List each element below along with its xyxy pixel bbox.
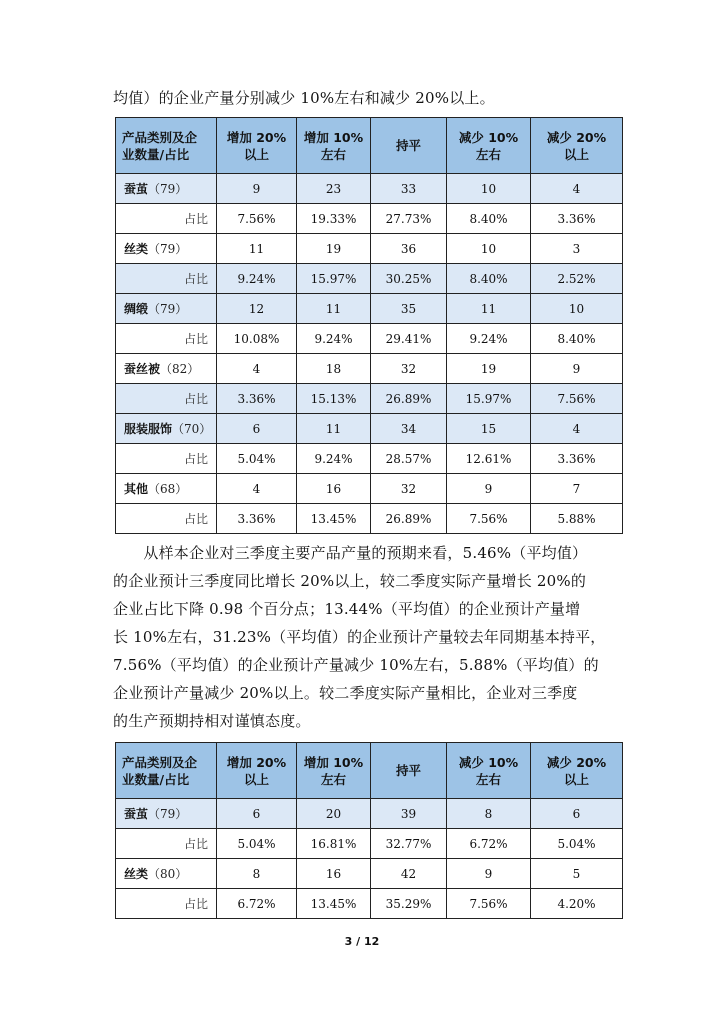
header-text: 持平 — [395, 763, 421, 778]
count-cell: 34 — [371, 414, 447, 444]
share-cell: 3.36% — [531, 204, 623, 234]
count-cell: 10 — [531, 294, 623, 324]
share-cell: 5.04% — [217, 829, 297, 859]
share-cell: 19.33% — [297, 204, 371, 234]
share-cell: 8.40% — [531, 324, 623, 354]
table-row — [116, 444, 623, 474]
header-text: 左右 — [320, 771, 346, 787]
count-cell: 18 — [297, 354, 371, 384]
count-cell: 39 — [371, 799, 447, 829]
table-row — [116, 859, 623, 889]
table-row — [116, 264, 623, 294]
share-cell: 7.56% — [531, 384, 623, 414]
column-header — [116, 743, 217, 799]
paragraph-line: 企业占比下降 0.98 个百分点；13.44%（平均值）的企业预计产量增 — [113, 600, 581, 618]
count-cell: 11 — [217, 234, 297, 264]
table-row — [116, 384, 623, 414]
category-name: 蚕茧 — [124, 182, 149, 196]
header-text: 增加 10% — [303, 754, 364, 770]
category-label — [116, 234, 217, 264]
count-cell: 16 — [297, 474, 371, 504]
share-cell: 8.40% — [447, 204, 531, 234]
category-label — [116, 414, 217, 444]
count-cell: 11 — [297, 294, 371, 324]
header-text: 减少 20% — [546, 754, 607, 770]
count-cell: 9 — [531, 354, 623, 384]
category-name: 丝类 — [124, 867, 149, 881]
count-cell: 23 — [297, 174, 371, 204]
count-cell: 20 — [297, 799, 371, 829]
column-header — [297, 118, 371, 174]
share-cell: 30.25% — [371, 264, 447, 294]
count-cell: 33 — [371, 174, 447, 204]
category-label — [116, 859, 217, 889]
share-cell: 12.61% — [447, 444, 531, 474]
count-cell: 35 — [371, 294, 447, 324]
category-count: （82） — [160, 362, 200, 376]
count-cell: 42 — [371, 859, 447, 889]
share-label: 占比 — [116, 384, 217, 414]
table-row — [116, 294, 623, 324]
share-cell: 8.40% — [447, 264, 531, 294]
count-cell: 4 — [531, 414, 623, 444]
share-cell: 7.56% — [447, 889, 531, 919]
table-row — [116, 889, 623, 919]
count-cell: 8 — [447, 799, 531, 829]
column-header — [371, 743, 447, 799]
share-cell: 15.97% — [297, 264, 371, 294]
share-cell: 9.24% — [447, 324, 531, 354]
table-row — [116, 204, 623, 234]
count-cell: 9 — [447, 859, 531, 889]
share-cell: 28.57% — [371, 444, 447, 474]
intro-line: 均值）的企业产量分别减少 10%左右和减少 20%以上。 — [113, 89, 495, 107]
share-cell: 6.72% — [217, 889, 297, 919]
table-row — [116, 474, 623, 504]
header-text: 持平 — [395, 138, 421, 153]
category-name: 蚕茧 — [124, 807, 149, 821]
category-name: 其他 — [124, 482, 149, 496]
paragraph-line: 长 10%左右，31.23%（平均值）的企业预计产量较去年同期基本持平， — [113, 628, 606, 646]
column-header — [297, 743, 371, 799]
count-cell: 6 — [531, 799, 623, 829]
column-header — [531, 743, 623, 799]
category-label — [116, 474, 217, 504]
count-cell: 16 — [297, 859, 371, 889]
share-cell: 5.04% — [217, 444, 297, 474]
count-cell: 9 — [217, 174, 297, 204]
table-row — [116, 414, 623, 444]
count-cell: 32 — [371, 354, 447, 384]
header-text: 以上 — [243, 146, 269, 162]
count-cell: 3 — [531, 234, 623, 264]
header-text: 产品类别及企 — [122, 754, 198, 770]
header-text: 以上 — [563, 771, 589, 787]
count-cell: 6 — [217, 799, 297, 829]
column-header — [217, 118, 297, 174]
count-cell: 8 — [217, 859, 297, 889]
table-row — [116, 324, 623, 354]
share-cell: 13.45% — [297, 889, 371, 919]
category-name: 服装服饰 — [124, 422, 173, 436]
category-count: （79） — [148, 182, 188, 196]
header-text: 减少 10% — [458, 129, 519, 145]
header-text: 增加 20% — [226, 129, 287, 145]
share-label: 占比 — [116, 204, 217, 234]
category-label — [116, 294, 217, 324]
paragraph-line: 的生产预期持相对谨慎态度。 — [113, 712, 311, 730]
header-text: 减少 20% — [546, 129, 607, 145]
share-label: 占比 — [116, 504, 217, 534]
count-cell: 5 — [531, 859, 623, 889]
share-cell: 16.81% — [297, 829, 371, 859]
share-cell: 26.89% — [371, 384, 447, 414]
share-cell: 10.08% — [217, 324, 297, 354]
category-label — [116, 174, 217, 204]
header-text: 增加 10% — [303, 129, 364, 145]
share-cell: 32.77% — [371, 829, 447, 859]
share-cell: 7.56% — [217, 204, 297, 234]
share-cell: 35.29% — [371, 889, 447, 919]
share-cell: 4.20% — [531, 889, 623, 919]
header-text: 增加 20% — [226, 754, 287, 770]
header-text: 以上 — [243, 771, 269, 787]
count-cell: 32 — [371, 474, 447, 504]
share-label: 占比 — [116, 829, 217, 859]
category-name: 丝类 — [124, 242, 149, 256]
count-cell: 19 — [297, 234, 371, 264]
category-label — [116, 354, 217, 384]
count-cell: 10 — [447, 234, 531, 264]
header-text: 业数量/占比 — [122, 146, 190, 162]
header-text: 以上 — [563, 146, 589, 162]
count-cell: 12 — [217, 294, 297, 324]
share-cell: 26.89% — [371, 504, 447, 534]
count-cell: 4 — [531, 174, 623, 204]
count-cell: 36 — [371, 234, 447, 264]
count-cell: 11 — [447, 294, 531, 324]
share-cell: 5.88% — [531, 504, 623, 534]
category-name: 绸缎 — [124, 302, 149, 316]
share-cell: 7.56% — [447, 504, 531, 534]
column-header — [447, 743, 531, 799]
share-cell: 9.24% — [217, 264, 297, 294]
table-row — [116, 829, 623, 859]
count-cell: 19 — [447, 354, 531, 384]
table-header-row — [116, 118, 623, 174]
expectation-table-1 — [115, 117, 623, 534]
column-header — [371, 118, 447, 174]
table-row — [116, 174, 623, 204]
share-cell: 9.24% — [297, 324, 371, 354]
category-label — [116, 799, 217, 829]
share-cell: 3.36% — [217, 504, 297, 534]
header-text: 左右 — [475, 146, 501, 162]
paragraph-line: 从样本企业对三季度主要产品产量的预期来看，5.46%（平均值） — [113, 544, 588, 562]
expectation-table-2 — [115, 742, 623, 919]
share-cell: 15.13% — [297, 384, 371, 414]
share-cell: 3.36% — [217, 384, 297, 414]
share-cell: 13.45% — [297, 504, 371, 534]
column-header — [447, 118, 531, 174]
count-cell: 4 — [217, 474, 297, 504]
category-count: （80） — [148, 867, 188, 881]
count-cell: 6 — [217, 414, 297, 444]
table-row — [116, 234, 623, 264]
category-count: （79） — [148, 302, 188, 316]
table-row — [116, 504, 623, 534]
paragraph-line: 企业预计产量减少 20%以上。较二季度实际产量相比，企业对三季度 — [113, 684, 578, 702]
header-text: 左右 — [320, 146, 346, 162]
paragraph-line: 7.56%（平均值）的企业预计产量减少 10%左右，5.88%（平均值）的 — [113, 656, 599, 674]
share-cell: 9.24% — [297, 444, 371, 474]
category-count: （68） — [148, 482, 188, 496]
header-text: 业数量/占比 — [122, 771, 190, 787]
column-header — [531, 118, 623, 174]
count-cell: 7 — [531, 474, 623, 504]
page-number: 3 / 12 — [344, 935, 380, 948]
category-count: （79） — [148, 242, 188, 256]
category-count: （70） — [172, 422, 212, 436]
share-cell: 5.04% — [531, 829, 623, 859]
count-cell: 9 — [447, 474, 531, 504]
column-header — [217, 743, 297, 799]
count-cell: 15 — [447, 414, 531, 444]
table-row — [116, 799, 623, 829]
share-cell: 15.97% — [447, 384, 531, 414]
share-cell: 27.73% — [371, 204, 447, 234]
header-text: 左右 — [475, 771, 501, 787]
category-count: （79） — [148, 807, 188, 821]
table-row — [116, 354, 623, 384]
share-cell: 6.72% — [447, 829, 531, 859]
count-cell: 10 — [447, 174, 531, 204]
column-header — [116, 118, 217, 174]
count-cell: 11 — [297, 414, 371, 444]
share-cell: 29.41% — [371, 324, 447, 354]
header-text: 产品类别及企 — [122, 129, 198, 145]
category-name: 蚕丝被 — [124, 362, 161, 376]
share-label: 占比 — [116, 444, 217, 474]
header-text: 减少 10% — [458, 754, 519, 770]
share-label: 占比 — [116, 264, 217, 294]
paragraph-line: 的企业预计三季度同比增长 20%以上，较二季度实际产量增长 20%的 — [113, 572, 587, 590]
share-label: 占比 — [116, 889, 217, 919]
share-cell: 3.36% — [531, 444, 623, 474]
share-label: 占比 — [116, 324, 217, 354]
table-header-row — [116, 743, 623, 799]
share-cell: 2.52% — [531, 264, 623, 294]
count-cell: 4 — [217, 354, 297, 384]
